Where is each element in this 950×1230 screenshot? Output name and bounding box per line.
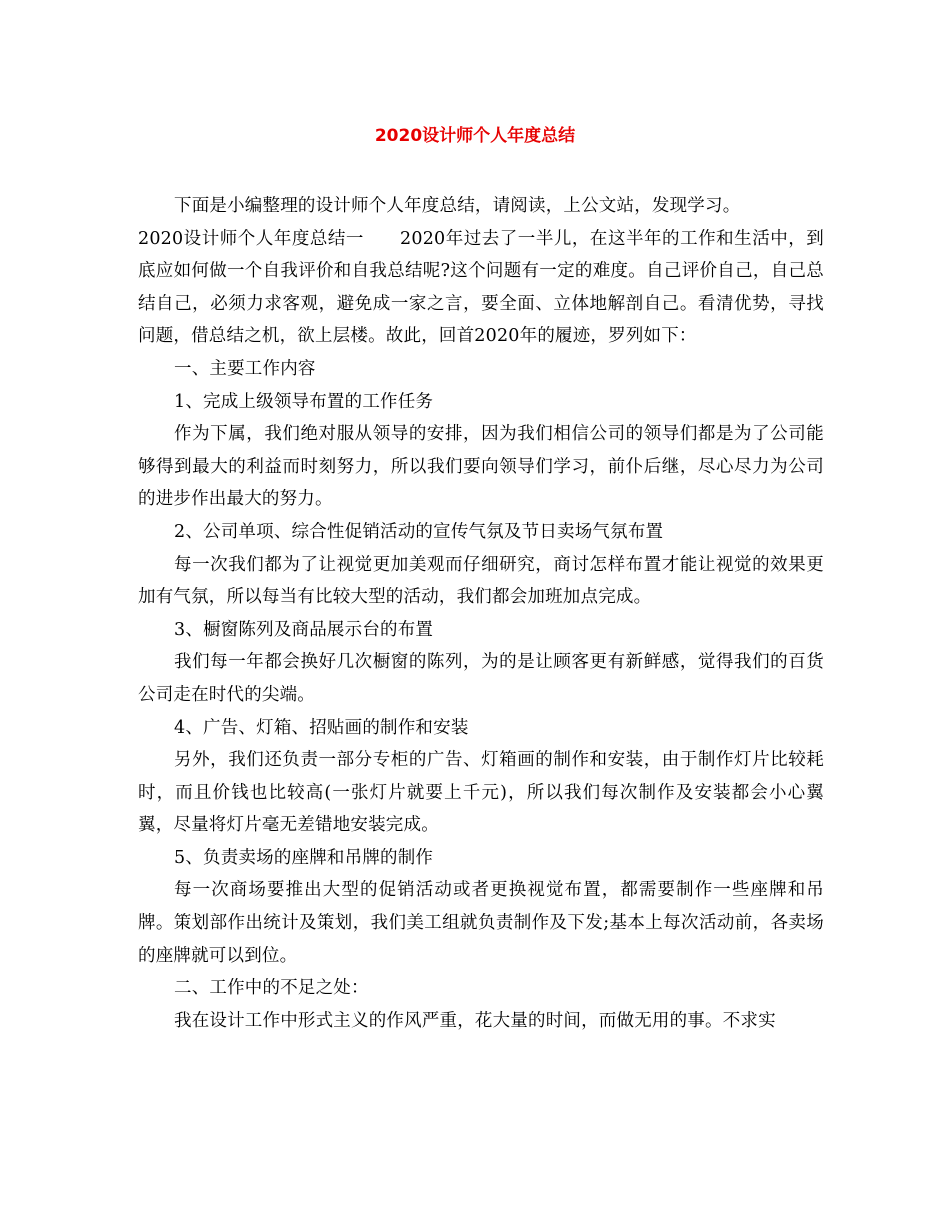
section-heading-shortcomings: 二、工作中的不足之处： [174,978,369,999]
item-heading-5: 5、负责卖场的座牌和吊牌的制作 [174,847,434,868]
item-paragraph-2: 每一次我们都为了让视觉更加美观而仔细研究，商讨怎样布置才能让视觉的效果更加有气氛，所以每当有比较大型的活动，我们都会加班加点完成。 [138,554,824,608]
shortcomings-paragraph: 我在设计工作中形式主义的作风严重，花大量的时间，而做无用的事。不求实 [174,1010,776,1031]
item-paragraph-4: 另外，我们还负责一部分专柜的广告、灯箱画的制作和安装，由于制作灯片比较耗时，而且价钱也比较高(一张灯片就要上千元)，所以我们每次制作及安装都会小心翼翼，尽量将灯片毫无差错地安装完成。 [138,750,824,836]
summary-paragraph: 2020设计师个人年度总结一 2020年过去了一半儿，在这半年的工作和生活中，到底应如何做一个自我评价和自我总结呢?这个问题有一定的难度。自己评价自己，自己总结自己，必须力求客观，避免成一家之言，要全面、立体地解剖自己。看清优势，寻找问题，借总结之机，欲上层楼。故此，回首2020年的履迹，罗列如下： [138,228,824,347]
intro-paragraph: 下面是小编整理的设计师个人年度总结，请阅读，上公文站，发现学习。 [174,196,741,216]
item-heading-1: 1、完成上级领导布置的工作任务 [174,391,434,412]
section-heading-main-work: 一、主要工作内容 [174,358,316,379]
document-body [138,190,824,1037]
item-heading-2: 2、公司单项、综合性促销活动的宣传气氛及节日卖场气氛布置 [174,521,664,542]
item-paragraph-5: 每一次商场要推出大型的促销活动或者更换视觉布置，都需要制作一些座牌和吊牌。策划部作出统计及策划，我们美工组就负责制作及下发;基本上每次活动前，各卖场的座牌就可以到位。 [138,880,824,966]
item-heading-4: 4、广告、灯箱、招贴画的制作和安装 [174,717,469,738]
document-title: 2020设计师个人年度总结 [374,126,576,146]
item-heading-3: 3、橱窗陈列及商品展示台的布置 [174,619,434,640]
item-paragraph-3: 我们每一年都会换好几次橱窗的陈列，为的是让顾客更有新鲜感，觉得我们的百货公司走在时代的尖端。 [138,652,824,705]
item-paragraph-1: 作为下属，我们绝对服从领导的安排，因为我们相信公司的领导们都是为了公司能够得到最大的利益而时刻努力，所以我们要向领导们学习，前仆后继，尽心尽力为公司的进步作出最大的努力。 [138,424,824,510]
